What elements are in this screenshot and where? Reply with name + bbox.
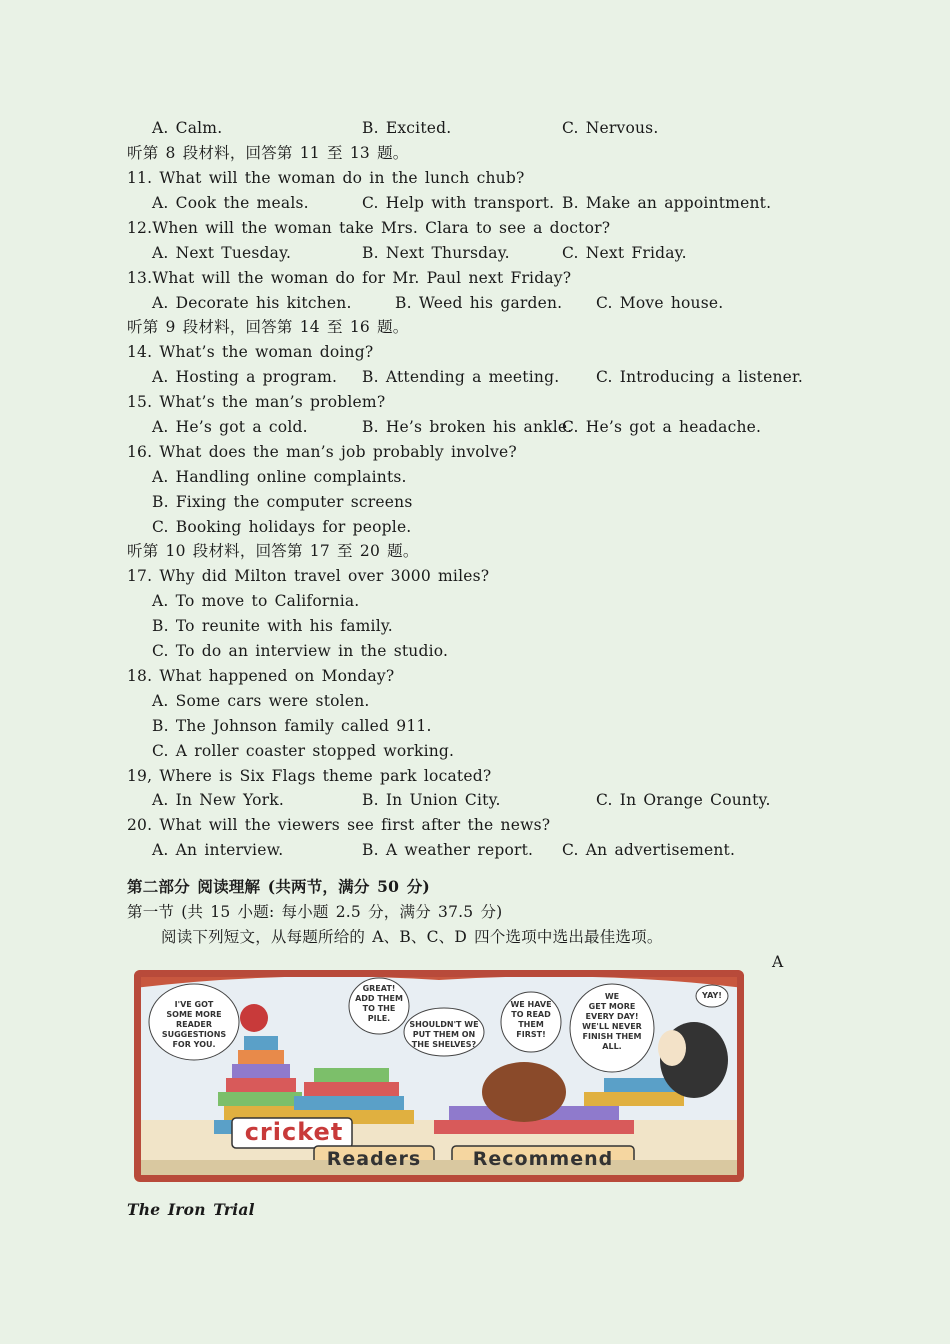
text-line: C. Nervous.	[562, 119, 659, 137]
text-line: C. An advertisement.	[562, 841, 736, 859]
text-line: 13.What will the woman do for Mr. Paul next Friday?	[127, 269, 572, 287]
text-line: 听第 9 段材料，回答第 14 至 16 题。	[127, 318, 409, 336]
text-line: 16. What does the man’s job probably involve?	[127, 443, 517, 461]
bubble-text: FOR YOU.	[172, 1040, 216, 1049]
bubble-text: ADD THEM	[355, 994, 403, 1003]
readers-label: Readers	[326, 1148, 422, 1170]
text-line: C. A roller coaster stopped working.	[152, 742, 455, 760]
text-line: A	[772, 953, 784, 971]
bubble-text: FINISH THEM	[582, 1032, 642, 1041]
text-line: B. The Johnson family called 911.	[152, 717, 432, 735]
text-line: B. Next Thursday.	[362, 244, 510, 262]
text-line: A. Decorate his kitchen.	[152, 294, 352, 312]
text-line: B. He’s broken his ankle.	[362, 418, 573, 436]
text-line: B. Fixing the computer screens	[152, 493, 413, 511]
text-line: 听第 8 段材料，回答第 11 至 13 题。	[127, 144, 409, 162]
text-line: 19, Where is Six Flags theme park located?	[127, 767, 492, 785]
text-line: A. In New York.	[152, 791, 284, 809]
text-line: A. Some cars were stolen.	[152, 692, 370, 710]
text-line: 20. What will the viewers see first after the news?	[127, 816, 551, 834]
text-line: 18. What happened on Monday?	[127, 667, 395, 685]
cricket-readers-recommend-banner	[134, 970, 744, 1182]
text-line: A. He’s got a cold.	[152, 418, 308, 436]
bubble-text: WE	[604, 992, 620, 1001]
text-line: C. To do an interview in the studio.	[152, 642, 449, 660]
text-line: 12.When will the woman take Mrs. Clara to see a doctor?	[127, 219, 611, 237]
recommend-label: Recommend	[472, 1148, 614, 1170]
text-line: B. Weed his garden.	[395, 294, 563, 312]
text-line: A. An interview.	[152, 841, 284, 859]
text-line: 15. What’s the man’s problem?	[127, 393, 386, 411]
bubble-text: FIRST!	[516, 1030, 546, 1039]
text-line: B. Attending a meeting.	[362, 368, 560, 386]
banner-border	[134, 970, 744, 1182]
bubble-text: THE SHELVES?	[411, 1040, 477, 1049]
bubble-text: PUT THEM ON	[412, 1030, 476, 1039]
text-line: 阅读下列短文，从每题所给的 A、B、C、D 四个选项中选出最佳选项。	[161, 928, 663, 946]
cricket-logo: cricket	[244, 1118, 344, 1146]
bubble-text: SHOULDN'T WE	[409, 1020, 479, 1029]
text-line: C. Introducing a listener.	[596, 368, 804, 386]
text-line: 第一节 (共 15 小题: 每小题 2.5 分，满分 37.5 分)	[127, 903, 503, 921]
text-line: C. Move house.	[596, 294, 724, 312]
text-line: 第二部分 阅读理解 (共两节，满分 50 分)	[127, 877, 430, 896]
text-line: C. Booking holidays for people.	[152, 518, 412, 536]
text-line: C. He’s got a headache.	[562, 418, 762, 436]
bubble-text: WE HAVE	[510, 1000, 552, 1009]
bubble-text: TO READ	[511, 1010, 551, 1019]
text-line: C. Help with transport.	[362, 194, 555, 212]
text-line: 17. Why did Milton travel over 3000 miles?	[127, 567, 490, 585]
bubble-text: ALL.	[602, 1042, 622, 1051]
text-line: 14. What’s the woman doing?	[127, 343, 374, 361]
text-line: C. Next Friday.	[562, 244, 687, 262]
text-line: The Iron Trial	[127, 1200, 255, 1219]
bubble-text: THEM	[518, 1020, 544, 1029]
text-line: A. Calm.	[152, 119, 223, 137]
bubble-text: GET MORE	[588, 1002, 636, 1011]
text-line: A. To move to California.	[152, 592, 360, 610]
text-line: A. Next Tuesday.	[152, 244, 292, 262]
text-line: B. In Union City.	[362, 791, 501, 809]
bubble-text: GREAT!	[362, 984, 396, 993]
bubble-text: SOME MORE	[166, 1010, 222, 1019]
bubble-text: YAY!	[702, 991, 722, 1000]
bubble-text: TO THE	[362, 1004, 396, 1013]
text-line: B. A weather report.	[362, 841, 534, 859]
bubble-text: PILE.	[367, 1014, 391, 1023]
bubble-text: WE'LL NEVER	[582, 1022, 642, 1031]
bubble-text: I'VE GOT	[174, 1000, 214, 1009]
text-line: 11. What will the woman do in the lunch chub?	[127, 169, 525, 187]
text-line: A. Handling online complaints.	[152, 468, 407, 486]
bubble-text: READER	[175, 1020, 213, 1029]
text-line: A. Hosting a program.	[152, 368, 338, 386]
bubble-text: SUGGESTIONS	[161, 1030, 227, 1039]
bubble-text: EVERY DAY!	[585, 1012, 639, 1021]
text-line: A. Cook the meals.	[152, 194, 309, 212]
text-line: C. In Orange County.	[596, 791, 771, 809]
text-line: B. Make an appointment.	[562, 194, 772, 212]
text-line: B. Excited.	[362, 119, 452, 137]
text-line: 听第 10 段材料，回答第 17 至 20 题。	[127, 542, 419, 560]
text-line: B. To reunite with his family.	[152, 617, 393, 635]
